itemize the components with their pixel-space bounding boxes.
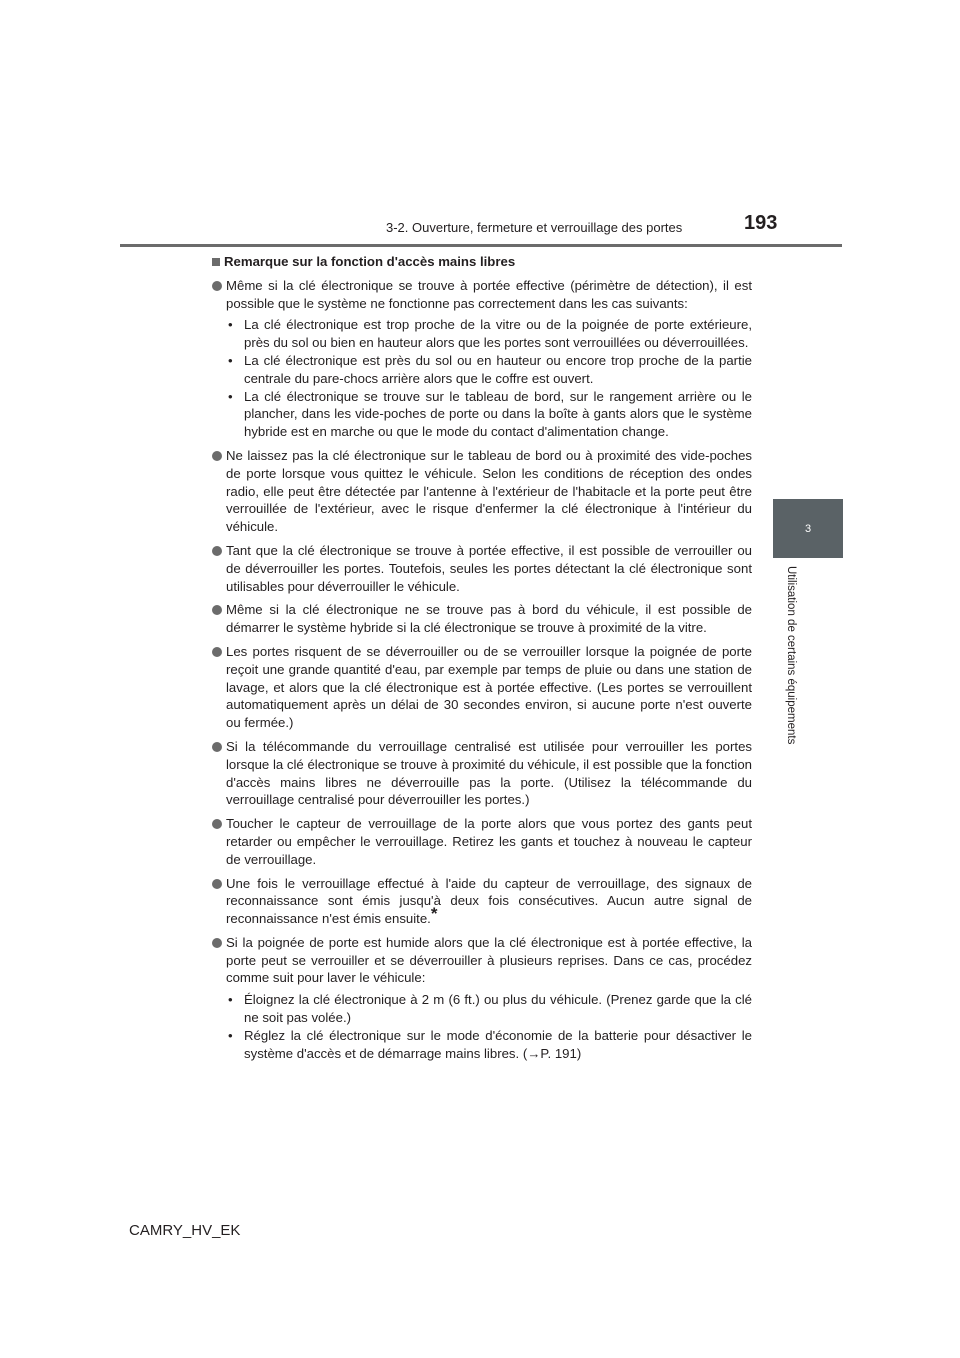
bullet-text: Si la poignée de porte est humide alors que la clé électronique est à portée effective, la porte peut se verrouiller et se déverrouiller à plusieurs reprises. Dans ce cas, procédez comme suit pour laver le véhicule: [226, 934, 752, 986]
small-dot-icon: • [228, 352, 233, 368]
bullet-body [226, 934, 752, 1063]
round-bullet-icon [212, 647, 222, 657]
sub-item-text: La clé électronique se trouve sur le tableau de bord, sur le rangement arrière ou le plancher, dans les vide-poches de porte ou dans la boîte à gants alors que le système hybride est en marche ou que le mode du contact d'alimentation change. [244, 388, 752, 440]
sub-list [226, 991, 752, 1062]
small-dot-icon: • [228, 992, 233, 1008]
round-bullet-icon [212, 742, 222, 752]
bullet-paragraph [226, 934, 752, 987]
round-bullet-icon [212, 938, 222, 948]
sub-item-text: Réglez la clé électronique sur le mode d'économie de la batterie pour désactiver le système d'accès et de démarrage mains libres. (→P. 191) [244, 1027, 752, 1061]
footnote-marker: * [430, 904, 438, 924]
bullet-body [226, 542, 752, 595]
bullet-item [212, 643, 752, 732]
bullet-body [226, 643, 752, 732]
bullet-text: Ne laissez pas la clé électronique sur le tableau de bord ou à proximité des vide-poches de porte lorsque vous quittez le véhicule. Selon les conditions de réception des ondes radio, elle peut être détectée par l'antenne à l'extérieur de l'habitacle et la porte peut être verrouillée de l'extérieur, avec le risque d'enfermer la clé électronique à l'intérieur du véhicule. [226, 447, 752, 535]
bullet-item [212, 815, 752, 868]
bullet-text: Une fois le verrouillage effectué à l'aide du capteur de verrouillage, des signaux de reconnaissance sont émis jusqu'à deux fois consécutives. Aucun autre signal de reconnaissance n'est émis ensuite. [226, 875, 752, 927]
bullet-body [226, 875, 752, 928]
bullet-paragraph [226, 447, 752, 536]
footer-model-code: CAMRY_HV_EK [129, 1222, 241, 1239]
chapter-label: Utilisation de certains équipements [785, 566, 797, 745]
square-bullet-icon [212, 258, 220, 266]
bullet-paragraph [226, 601, 752, 637]
sub-list-item [226, 1027, 752, 1063]
header-section-title: 3-2. Ouverture, fermeture et verrouillage des portes [386, 220, 683, 235]
sub-item-text: La clé électronique est trop proche de la vitre ou de la poignée de porte extérieure, près du sol ou bien en hauteur alors que les portes sont verrouillées ou déverrouillées. [244, 317, 752, 351]
bullet-text: Si la télécommande du verrouillage centralisé est utilisée pour verrouiller les portes lorsque la clé électronique se trouve à proximité du véhicule, il est possible que la fonction d'accès mains libres ne déverrouille pas la porte. (Utilisez la télécommande du verrouillage centralisé pour déverrouiller les portes.) [226, 738, 752, 808]
bullet-item [212, 542, 752, 595]
bullet-paragraph [226, 738, 752, 809]
bullet-item [212, 934, 752, 1063]
small-dot-icon: • [228, 1027, 233, 1043]
bullet-body [226, 447, 752, 536]
bullet-body [226, 738, 752, 809]
section-title-text: Remarque sur la fonction d'accès mains libres [224, 254, 516, 269]
sub-item-text: La clé électronique est près du sol ou en hauteur ou encore trop proche de la partie centrale du pare-chocs arrière alors que le coffre est ouvert. [244, 352, 752, 386]
bullet-item [212, 738, 752, 809]
bullet-list [212, 277, 752, 1063]
bullet-text: Tant que la clé électronique se trouve à portée effective, il est possible de verrouiller ou de déverrouiller les portes. Toutefois, seules les portes détectant la clé électronique sont utilisables pour déverrouiller le véhicule. [226, 542, 752, 594]
round-bullet-icon [212, 546, 222, 556]
bullet-item [212, 601, 752, 637]
header-divider [120, 244, 842, 247]
small-dot-icon: • [228, 388, 233, 404]
main-content [212, 253, 752, 1068]
bullet-item [212, 875, 752, 928]
bullet-text: Les portes risquent de se déverrouiller ou de se verrouiller lorsque la poignée de porte reçoit une grande quantité d'eau, par exemple par temps de pluie ou dans une station de lavage, et alors que la clé électronique est à portée effective. (Les portes se verrouillent automatiquement après un délai de 30 secondes environ, si aucune porte n'est ouverte ou fermée.) [226, 643, 752, 731]
small-dot-icon: • [228, 317, 233, 333]
page-number: 193 [744, 212, 778, 234]
bullet-body [226, 601, 752, 637]
sub-list-item [226, 316, 752, 352]
bullet-text: Même si la clé électronique se trouve à portée effective (périmètre de détection), il est possible que le système ne fonctionne pas correctement dans les cas suivants: [226, 277, 752, 311]
section-title [212, 253, 752, 271]
sub-list [226, 316, 752, 441]
round-bullet-icon [212, 281, 222, 291]
round-bullet-icon [212, 451, 222, 461]
bullet-paragraph [226, 815, 752, 868]
bullet-paragraph [226, 542, 752, 595]
sub-list-item [226, 991, 752, 1027]
round-bullet-icon [212, 605, 222, 615]
chapter-tab [773, 499, 843, 558]
bullet-text: Même si la clé électronique ne se trouve pas à bord du véhicule, il est possible de démarrer le système hybride si la clé électronique se trouve à proximité de la vitre. [226, 602, 752, 636]
bullet-body [226, 277, 752, 441]
sub-list-item [226, 352, 752, 388]
chapter-number: 3 [804, 523, 812, 535]
round-bullet-icon [212, 819, 222, 829]
bullet-paragraph [226, 643, 752, 732]
bullet-paragraph [226, 277, 752, 313]
bullet-item [212, 277, 752, 441]
sub-list-item [226, 388, 752, 441]
bullet-item [212, 447, 752, 536]
bullet-body [226, 815, 752, 868]
bullet-paragraph [226, 875, 752, 928]
sub-item-text: Éloignez la clé électronique à 2 m (6 ft.) ou plus du véhicule. (Prenez garde que la clé ne soit pas volée.) [244, 992, 752, 1026]
round-bullet-icon [212, 879, 222, 889]
bullet-text: Toucher le capteur de verrouillage de la porte alors que vous portez des gants peut retarder ou empêcher le verrouillage. Retirez les gants et touchez à nouveau le capteur de verrouillage. [226, 816, 752, 867]
